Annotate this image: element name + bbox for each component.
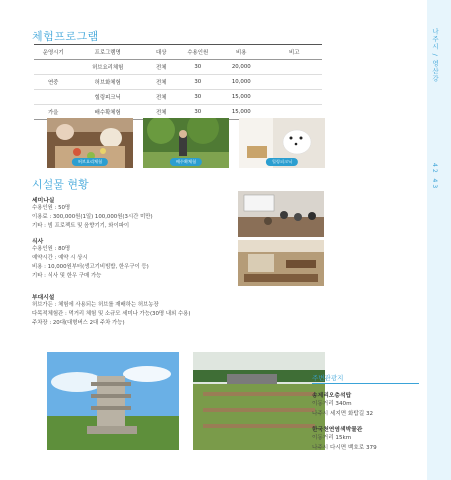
column-header: 비고 bbox=[266, 45, 322, 60]
cell-note bbox=[266, 75, 322, 90]
restaurant-image bbox=[238, 240, 324, 286]
nearby-item bbox=[312, 390, 373, 419]
cell-capacity: 30 bbox=[180, 60, 217, 75]
herb-garden-image bbox=[193, 352, 325, 450]
cell-note bbox=[266, 60, 322, 75]
photo-caption: 힐링피크닉 bbox=[266, 158, 298, 166]
seminar-block bbox=[32, 195, 153, 231]
restaurant-line: 수용인원 : 80명 bbox=[32, 246, 71, 252]
cell-target: 전체 bbox=[143, 90, 179, 105]
page-numbers: 42 43 bbox=[431, 163, 438, 191]
cell-program: 힐링피크닉 bbox=[72, 90, 143, 105]
cell-season bbox=[34, 90, 72, 105]
program-table bbox=[34, 44, 322, 120]
photo-caption: 배수확체험 bbox=[170, 158, 202, 166]
photo-seminar-room bbox=[238, 191, 324, 237]
extra-line: 허브가든 : 체험에 사용되는 허브를 재배하는 허브농장 bbox=[32, 302, 159, 308]
nearby-item-line: 나주시 세지면 화탑길 32 bbox=[312, 411, 374, 417]
cell-season bbox=[34, 60, 72, 75]
cell-capacity: 30 bbox=[180, 75, 217, 90]
column-header: 수용인원 bbox=[180, 45, 217, 60]
column-header: 대상 bbox=[143, 45, 179, 60]
cell-program: 배수확체험 bbox=[72, 105, 143, 120]
table-row bbox=[34, 90, 322, 105]
cell-program: 허브화체험 bbox=[72, 75, 143, 90]
seminar-line: 수용인원 : 50명 bbox=[32, 205, 71, 211]
photo-herb-garden bbox=[193, 352, 325, 450]
cell-target: 전체 bbox=[143, 60, 179, 75]
nearby-divider bbox=[312, 383, 419, 384]
restaurant-title: 식사 bbox=[32, 239, 44, 245]
photo-caption: 허브요리체험 bbox=[72, 158, 108, 166]
extra-line: 주차장 : 20대(대형버스 2대 주차 가능) bbox=[32, 320, 125, 326]
page-title: 체험프로그램 bbox=[32, 30, 99, 43]
photo-pagoda bbox=[47, 352, 179, 450]
nearby-title: 주변관광지 bbox=[312, 374, 344, 382]
side-title: 나주시 / 영산강 bbox=[431, 28, 439, 83]
nearby-item bbox=[312, 424, 377, 453]
cell-cost: 10,000 bbox=[216, 75, 266, 90]
photo-herb-cooking bbox=[47, 118, 133, 168]
seminar-room-image bbox=[238, 191, 324, 237]
cell-capacity: 30 bbox=[180, 90, 217, 105]
nearby-item-name: 한국천연염색박물관 bbox=[312, 427, 363, 433]
column-header: 운영시기 bbox=[34, 45, 72, 60]
extra-title: 부대시설 bbox=[32, 295, 55, 301]
cell-target: 전체 bbox=[143, 105, 179, 120]
cell-note bbox=[266, 90, 322, 105]
seminar-line: 기타 : 빔 프로젝트 및 음향기기, 와이파이 bbox=[32, 223, 130, 229]
extra-line: 다목적체험관 : 먹거리 체험 및 소규모 세미나 가능(30명 내외 수용) bbox=[32, 311, 191, 317]
restaurant-line: 예약시간 : 예약 시 상시 bbox=[32, 255, 88, 261]
table-row bbox=[34, 75, 322, 90]
table-header-row bbox=[34, 45, 322, 60]
photo-pear-harvest bbox=[143, 118, 229, 168]
photo-restaurant bbox=[238, 240, 324, 286]
nearby-item-line: 이동거리 15km bbox=[312, 435, 352, 441]
column-header: 프로그램명 bbox=[72, 45, 143, 60]
column-header: 비용 bbox=[216, 45, 266, 60]
nearby-item-name: 송제리오층석탑 bbox=[312, 393, 352, 399]
photo-healing-picnic bbox=[239, 118, 325, 168]
cell-cost: 15,000 bbox=[216, 105, 266, 120]
nearby-item-line: 이동거리 340m bbox=[312, 401, 352, 407]
pagoda-image bbox=[47, 352, 179, 450]
cell-season: 연중 bbox=[34, 75, 72, 90]
restaurant-line: 비용 : 10,000원부터(생고기비빔밥, 한우구이 등) bbox=[32, 264, 149, 270]
seminar-line: 이용료 : 300,000원(1일) 100,000원(3시간 미만) bbox=[32, 214, 153, 220]
restaurant-block bbox=[32, 236, 149, 281]
cell-capacity: 30 bbox=[180, 105, 217, 120]
facilities-title: 시설물 현황 bbox=[32, 178, 89, 191]
cell-program: 허브요리체험 bbox=[72, 60, 143, 75]
seminar-title: 세미나실 bbox=[32, 198, 55, 204]
extra-block bbox=[32, 292, 191, 328]
cell-cost: 20,000 bbox=[216, 60, 266, 75]
nearby-item-line: 나주시 다시면 백호로 379 bbox=[312, 445, 377, 451]
cell-target: 전체 bbox=[143, 75, 179, 90]
restaurant-line: 기타 : 식사 및 한우 구매 가능 bbox=[32, 273, 102, 279]
table-row bbox=[34, 60, 322, 75]
cell-season: 가을 bbox=[34, 105, 72, 120]
cell-cost: 15,000 bbox=[216, 90, 266, 105]
